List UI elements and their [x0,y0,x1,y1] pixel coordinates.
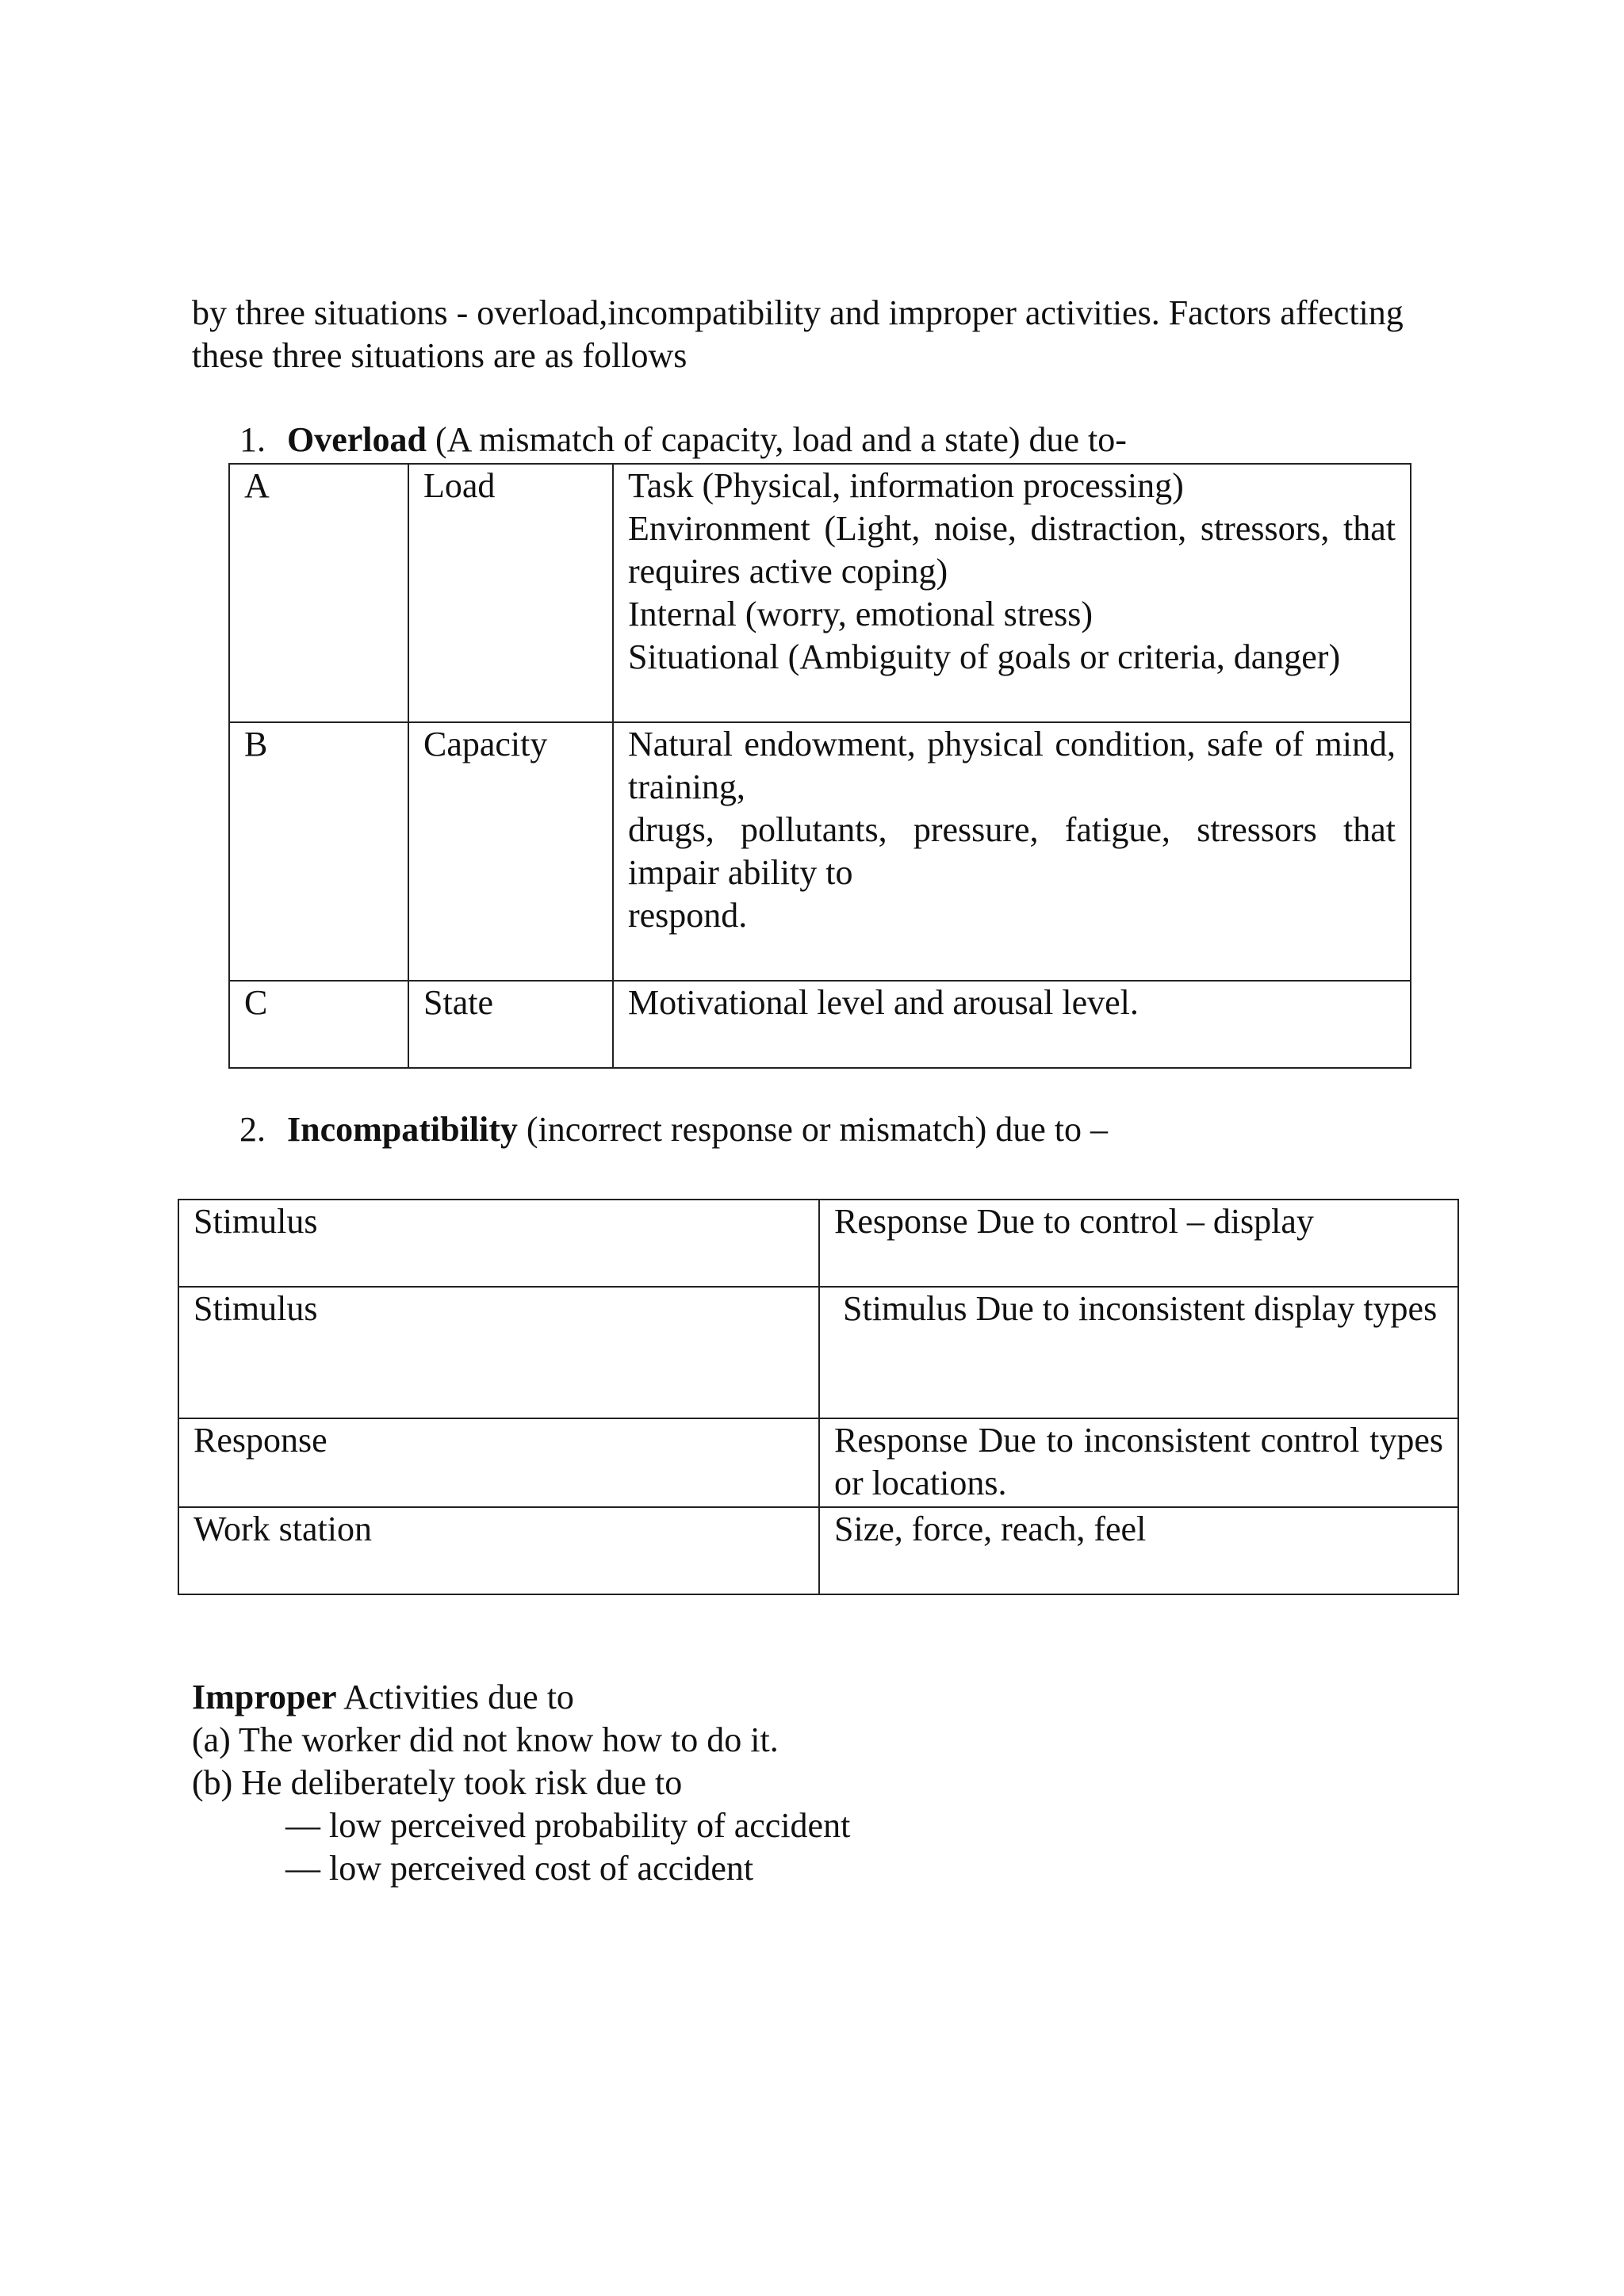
incompat-right-cell: Response Due to control – display [819,1200,1458,1287]
overload-name-cell [408,981,613,1068]
incompat-left-cell: Response [178,1418,819,1507]
table-row [178,1418,1458,1507]
incompatibility-heading [239,1108,1108,1151]
incompatibility-description: (incorrect response or mismatch) due to – [517,1110,1109,1149]
overload-letter-cell [229,722,408,981]
incompat-right-cell: Size, force, reach, feel [819,1507,1458,1594]
incompat-left-cell: Work station [178,1507,819,1594]
detail-line: Task (Physical, information processing) [628,466,1184,505]
row-name: Load [423,466,496,505]
detail-line: respond. [628,896,748,935]
table-row [178,1200,1458,1287]
improper-subitem: — low perceived probability of accident [285,1806,851,1845]
improper-title-rest: Activities due to [336,1678,574,1716]
table-row [229,722,1411,981]
detail-line: Internal (worry, emotional stress) [628,595,1094,633]
incompat-right-cell: Response Due to inconsistent control types or locations. [819,1418,1458,1507]
detail-line: Motivational level and arousal level. [628,983,1139,1022]
overload-letter-cell [229,464,408,722]
overload-letter-cell [229,981,408,1068]
row-letter: B [244,725,268,763]
detail-line: Natural endowment, physical condition, safe of mind, training, [628,725,1396,806]
intro-line-1: by three situations - overload,incompatibility and improper activities. Factors affecting [192,293,1404,332]
incompatibility-table [178,1199,1459,1595]
overload-detail-cell [613,722,1411,981]
incompat-left-cell: Stimulus [178,1287,819,1418]
table-row [178,1507,1458,1594]
row-name: State [423,983,493,1022]
row-letter: A [244,466,270,505]
incompatibility-title: Incompatibility [287,1110,518,1149]
overload-number: 1. [239,420,266,459]
improper-heading [192,1676,1461,1719]
improper-item-a: (a) The worker did not know how to do it. [192,1720,779,1759]
improper-title: Improper [192,1678,337,1716]
overload-name-cell [408,464,613,722]
detail-line: Environment (Light, noise, distraction, stressors, that requires active coping) [628,509,1396,591]
detail-line: Situational (Ambiguity of goals or criteria, danger) [628,637,1341,676]
improper-subitem: — low perceived cost of accident [285,1849,754,1888]
overload-name-cell [408,722,613,981]
table-row [229,464,1411,722]
improper-item-b: (b) He deliberately took risk due to [192,1763,683,1802]
improper-section [192,1676,1461,1890]
table-row [178,1287,1458,1418]
overload-table [228,463,1411,1069]
overload-heading [239,419,1127,461]
overload-detail-cell [613,464,1411,722]
table-row [229,981,1411,1068]
intro-line-2: these three situations are as follows [192,336,688,375]
overload-detail-cell [613,981,1411,1068]
row-letter: C [244,983,268,1022]
incompat-right-cell: Stimulus Due to inconsistent display types [819,1287,1458,1418]
detail-line: drugs, pollutants, pressure, fatigue, stressors that impair ability to [628,810,1396,892]
overload-description: (A mismatch of capacity, load and a state) due to- [426,420,1127,459]
overload-title: Overload [287,420,427,459]
intro-paragraph [192,292,1508,377]
row-name: Capacity [423,725,548,763]
incompatibility-number: 2. [239,1110,266,1149]
incompat-left-cell: Stimulus [178,1200,819,1287]
